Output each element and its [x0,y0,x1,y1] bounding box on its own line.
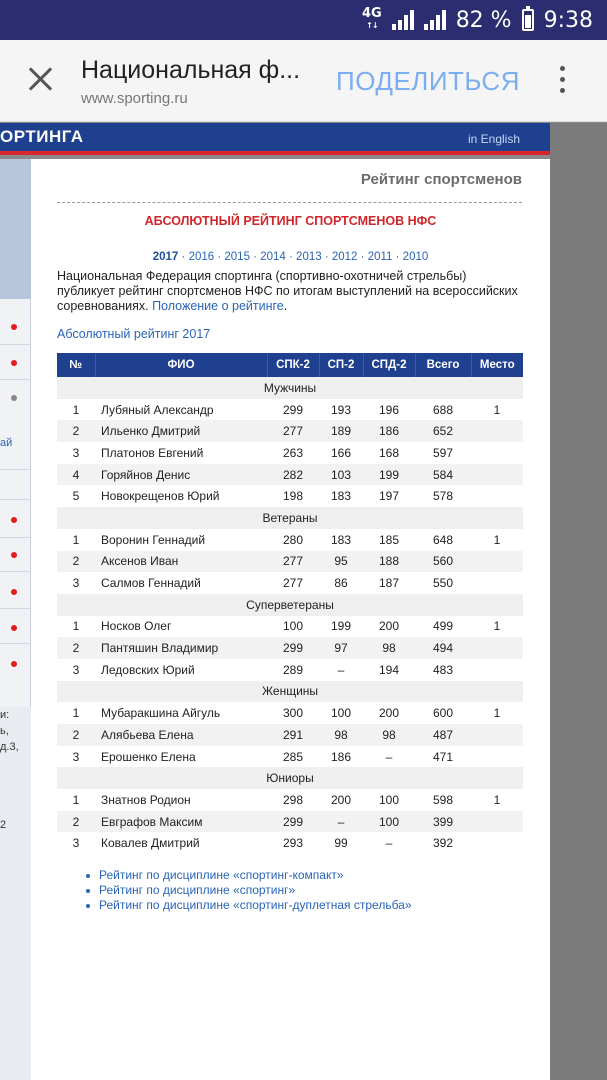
sidebar-fragment[interactable]: ай [0,437,13,449]
table-cell: Ковалев Дмитрий [95,832,267,854]
column-header: № [57,353,95,377]
table-cell [471,811,523,833]
table-cell: 1 [471,789,523,811]
table-row [57,659,523,681]
table-cell: 199 [363,464,415,486]
table-cell: Платонов Евгений [95,442,267,464]
table-row [57,399,523,421]
table-cell: 186 [363,420,415,442]
table-cell: 277 [267,572,319,594]
table-cell: 95 [319,551,363,573]
web-page[interactable] [0,123,607,1080]
table-cell: 499 [415,616,471,638]
table-cell: 2 [57,724,95,746]
discipline-links [83,868,412,913]
sidebar-fragment: 2 [0,819,7,831]
table-cell: 483 [415,659,471,681]
table-row [57,746,523,768]
table-cell: 1 [57,702,95,724]
table-cell: 560 [415,551,471,573]
table-row [57,616,523,638]
network-indicator: 4G ↑↓ [361,6,382,30]
network-type: 4G [361,6,382,21]
table-cell: 187 [363,572,415,594]
table-row [57,442,523,464]
rules-link[interactable]: Положение о рейтинге [152,299,284,313]
table-cell: 100 [363,789,415,811]
table-cell: 280 [267,529,319,551]
rating-table [57,353,523,854]
table-cell: 688 [415,399,471,421]
table-cell: 3 [57,659,95,681]
sidebar-contacts [0,707,31,1080]
table-cell: 263 [267,442,319,464]
table-cell: 183 [319,529,363,551]
table-cell [471,659,523,681]
table-cell: Аксенов Иван [95,551,267,573]
group-name: Мужчины [57,377,523,399]
year-separator: · [357,251,368,263]
description-text: Национальная Федерация спортинга (спортивно-охотничей стрельбы) публикует рейтинг спортсменов НФС по итогам выступлений на всероссийских соревнованиях. [57,269,518,313]
table-cell: 299 [267,399,319,421]
table-cell: – [319,659,363,681]
table-cell: – [363,746,415,768]
table-row [57,811,523,833]
year-separator: · [249,251,261,263]
table-cell: 399 [415,811,471,833]
table-cell: Новокрещенов Юрий [95,485,267,507]
column-header: ФИО [95,353,267,377]
page-title: Национальная ф... [81,56,301,84]
table-cell: 487 [415,724,471,746]
table-cell: 194 [363,659,415,681]
page-overlay [550,123,607,1080]
table-row [57,485,523,507]
table-cell: 1 [57,789,95,811]
table-cell: 98 [319,724,363,746]
table-row [57,832,523,854]
table-cell: 188 [363,551,415,573]
table-cell: 97 [319,637,363,659]
table-cell: Ильенко Дмитрий [95,420,267,442]
table-row [57,529,523,551]
table-cell: 598 [415,789,471,811]
table-cell: 198 [267,485,319,507]
table-row [57,789,523,811]
table-cell: Знатнов Родион [95,789,267,811]
table-cell: 1 [57,399,95,421]
table-cell: 196 [363,399,415,421]
table-row [57,572,523,594]
divider [57,202,522,203]
more-vert-icon[interactable] [557,66,567,96]
table-cell: Алябьева Елена [95,724,267,746]
table-cell: 578 [415,485,471,507]
table-cell: Носков Олег [95,616,267,638]
table-cell: 200 [363,616,415,638]
status-bar [0,0,607,40]
year-link-2010[interactable]: 2010 [402,251,429,263]
table-cell [471,724,523,746]
table-cell: 3 [57,572,95,594]
discipline-link[interactable]: Рейтинг по дисциплине «спортинг-дуплетная стрельба» [83,898,412,913]
group-row [57,681,523,703]
page-url: www.sporting.ru [81,90,188,107]
table-row [57,551,523,573]
menu-bullet-icon[interactable] [11,589,17,595]
table-cell: 186 [319,746,363,768]
table-cell: 100 [319,702,363,724]
table-cell: 2 [57,637,95,659]
table-cell: Ерошенко Елена [95,746,267,768]
table-cell [471,637,523,659]
table-cell: 285 [267,746,319,768]
battery-icon [522,9,534,31]
group-name: Ветераны [57,507,523,529]
table-cell [471,464,523,486]
table-cell: 3 [57,832,95,854]
year-separator: · [178,251,189,263]
table-cell [471,572,523,594]
table-cell: 584 [415,464,471,486]
table-cell: 100 [267,616,319,638]
year-link-2014[interactable]: 2014 [260,251,286,263]
table-cell: 298 [267,789,319,811]
table-cell: 289 [267,659,319,681]
table-cell: 299 [267,811,319,833]
close-icon[interactable] [24,62,58,96]
table-cell: 185 [363,529,415,551]
wifi-signal-icon [424,10,446,30]
table-cell: 1 [57,529,95,551]
table-cell: 293 [267,832,319,854]
table-cell: 282 [267,464,319,486]
table-cell: 4 [57,464,95,486]
year-link-2017[interactable]: 2017 [152,251,179,263]
table-cell [471,485,523,507]
table-cell: Горяйнов Денис [95,464,267,486]
discipline-link[interactable]: Рейтинг по дисциплине «спортинг-компакт» [83,868,412,883]
year-separator: · [392,251,403,263]
year-link-2011[interactable]: 2011 [367,251,393,263]
table-cell: 189 [319,420,363,442]
table-header [57,353,523,377]
table-cell: 168 [363,442,415,464]
table-cell: 2 [57,420,95,442]
table-row [57,724,523,746]
table-cell: 494 [415,637,471,659]
menu-bullet-icon[interactable] [11,517,17,523]
table-cell: 600 [415,702,471,724]
table-cell: 3 [57,442,95,464]
table-cell: 291 [267,724,319,746]
table-cell: Лубяный Александр [95,399,267,421]
column-header: Место [471,353,523,377]
rating-description: Национальная Федерация спортинга (спортивно-охотничей стрельбы) публикует рейтинг спортсменов НФС по итогам выступлений на всероссийских соревнованиях. Положение о рейтинге. [57,269,518,313]
main-content [31,159,550,1080]
table-cell: 197 [363,485,415,507]
rating-heading: АБСОЛЮТНЫЙ РЕЙТИНГ СПОРТСМЕНОВ НФС [144,214,437,228]
share-button[interactable]: ПОДЕЛИТЬСЯ [336,66,520,96]
group-row [57,507,523,529]
sidebar-fragment: и: [0,709,10,721]
table-cell: 2 [57,811,95,833]
table-cell [471,746,523,768]
column-header: СПД-2 [363,353,415,377]
table-cell: 299 [267,637,319,659]
table-row [57,637,523,659]
table-cell: Салмов Геннадий [95,572,267,594]
table-cell: 100 [363,811,415,833]
table-cell: Евграфов Максим [95,811,267,833]
table-cell: Воронин Геннадий [95,529,267,551]
table-cell: 1 [471,399,523,421]
table-cell: 392 [415,832,471,854]
table-cell: 648 [415,529,471,551]
menu-bullet-icon[interactable] [11,552,17,558]
table-cell: 652 [415,420,471,442]
table-cell [471,442,523,464]
custom-tab-toolbar [0,40,607,122]
group-name: Женщины [57,681,523,703]
table-cell: 1 [471,702,523,724]
table-cell: 277 [267,551,319,573]
column-header: СП-2 [319,353,363,377]
table-cell: 597 [415,442,471,464]
site-brand: ОРТИНГА [0,127,84,146]
sidebar-fragment: д.3, [0,741,19,753]
table-cell: 99 [319,832,363,854]
signal-icon [392,10,414,30]
table-cell: Мубаракшина Айгуль [95,702,267,724]
sidebar-fragment: ь, [0,725,9,737]
table-cell [471,551,523,573]
english-link[interactable]: in English [467,132,520,146]
sidebar-photo [0,159,31,299]
battery-percent: 82 % [455,7,512,33]
table-cell: 98 [363,637,415,659]
year-link-2013[interactable]: 2013 [296,251,322,263]
table-cell [471,420,523,442]
menu-bullet-icon[interactable] [11,395,17,401]
table-cell: 1 [471,616,523,638]
column-header: СПК-2 [267,353,319,377]
rating-subheading[interactable]: Абсолютный рейтинг 2017 [57,327,211,341]
table-cell: 300 [267,702,319,724]
table-cell: 2 [57,551,95,573]
discipline-link[interactable]: Рейтинг по дисциплине «спортинг» [83,883,412,898]
table-cell: Пантяшин Владимир [95,637,267,659]
year-link-2012[interactable]: 2012 [331,251,358,263]
menu-bullet-icon[interactable] [11,360,17,366]
table-cell: 471 [415,746,471,768]
table-cell: 103 [319,464,363,486]
table-cell: 183 [319,485,363,507]
year-link-2015[interactable]: 2015 [224,251,250,263]
group-name: Суперветераны [57,594,523,616]
group-name: Юниоры [57,767,523,789]
table-cell [471,832,523,854]
table-cell: – [363,832,415,854]
table-row [57,702,523,724]
table-cell: 166 [319,442,363,464]
table-cell: 86 [319,572,363,594]
table-cell: 277 [267,420,319,442]
group-row [57,767,523,789]
left-sidebar [0,159,31,1080]
site-banner [0,123,550,155]
year-separator: · [321,251,332,263]
table-cell: 550 [415,572,471,594]
table-cell: 98 [363,724,415,746]
table-cell: 1 [57,616,95,638]
year-separator: · [285,251,297,263]
section-title: Рейтинг спортсменов [360,171,522,188]
table-row [57,420,523,442]
table-cell: Ледовских Юрий [95,659,267,681]
group-row [57,377,523,399]
table-cell: 200 [319,789,363,811]
table-cell: 200 [363,702,415,724]
table-cell: – [319,811,363,833]
table-cell: 3 [57,746,95,768]
clock: 9:38 [543,7,593,33]
table-cell: 199 [319,616,363,638]
menu-bullet-icon[interactable] [11,661,17,667]
menu-bullet-icon[interactable] [11,625,17,631]
group-row [57,594,523,616]
year-link-2016[interactable]: 2016 [188,251,215,263]
table-cell: 1 [471,529,523,551]
table-cell: 193 [319,399,363,421]
year-links [31,251,550,263]
table-row [57,464,523,486]
column-header: Всего [415,353,471,377]
menu-bullet-icon[interactable] [11,324,17,330]
table-cell: 5 [57,485,95,507]
year-separator: · [214,251,225,263]
